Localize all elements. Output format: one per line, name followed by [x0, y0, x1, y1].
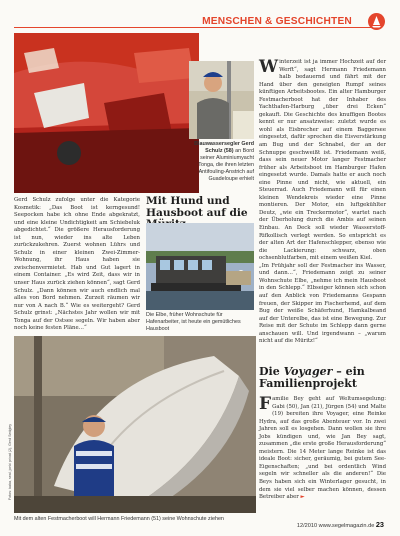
voyager-paragraph: Familie Bey geht auf Weltumsegelung: Gabi (50), Jan (21), Jürgen (54) und Malte (19) bereiten ihre Voyager, eine Reinke Hydra, auf das große Abenteuer vor. In zwei Jahren soll es losgehen. Dann wollen sie ihre Jobs kündigen und, wie Jan Bey sagt, zusammen „die erste große Herausforderung“ meistern. Die 14 Meter lange Reinke ist das ideale Boot: sicher, geräumig, bei gutem See-Eigenschaften; „und bei ordentlich Wind segeln wir schneller als die anderen!“ Die Beys haben sich ein Winterlager gesucht, in dem sie viel selber machen können, dessen Betreiber aber ► — [259, 394, 386, 501]
header-rule — [14, 27, 372, 28]
portrait-caption — [189, 141, 254, 184]
portrait-caption-text: an Bord seiner Aluminiumyacht Tonga, die ihren letzten Antifouling-Anstrich auf Guadeloupe erhielt — [198, 148, 254, 183]
right-paragraph-2: „Im Frühjahr soll der Festmacher ins Wasser, und dann…“, Friedemann zeigt zu seiner Wohnschute Elbe, „nehme ich mein Hausboot in den Schlepp.“ Elbseiger können sich schon auf den Anblick von Friedemanns Gespann freuen, der Skipper im Fischerhemd, auf dem Bug der weiße Schäferhund, Hamkalbeand auf der Unterelbe, das ist eine Bewegung. Zur Reise mit der Schute im Schlepp dann gerne anschauen will. Und irgendwann – „warum nicht auf die Müritz!“ — [259, 262, 386, 345]
dropcap-f: F — [259, 394, 272, 414]
right-column-text — [259, 59, 386, 346]
photo-credit: Fotos: baba, seal, jonki privat (2), Gerd Sedgley — [8, 423, 12, 500]
festmacher-photo — [14, 336, 256, 513]
page-footer — [297, 520, 384, 529]
right-paragraph-1: Winterzeit ist ja immer Hochzeit auf der Werft“, sagt Hermann Friedemann halb bedauernd und fährt mit der Hand über den geneigten Rumpf seines künftigen Arbeitsbootes. Ein alter Hamburger Festmacherboot hat der Inhaber des Yachthafen-Harburg „über drei Ecken“ gekauft. Die Geschichte des knuffigen Bootes kennt er nur ansatzweise: zuletzt wurde es wohl als Eisbrecher auf einem Baggersee eingesetzt, dafür sprechen die Eisverstärkung am Bug und der Schnabel, der an der Schnuppe geschweißt ist. Friedemann weiß, dass sein neuer Motor langer Festmacher früher als Arbeitsboot im Hamburger Hafen eingesetzt wurde. Damals hatte er auch noch eine Pinne und nicht, wie aktuell, ein Steuerrad. Auch Friedemann will für einen kleinen Wendekreis wieder eine Pinne montieren. Der Motor, ein luftgekühlter Deutz, „wie ein Treckermotor“, wartet nach der Überholung durch die Ambis auf seinen Einbau. An Deck soll wieder Wasserstoff-Rifkollisch verlegt werden. So entspricht es der alten Art der Hafenschlepper, ebenso wie die Lackierung: schwarz, oben ochsenblutfarben, mit einem weißen Kiel. — [259, 57, 386, 262]
dropcap-w: W — [259, 57, 279, 77]
headline-voyager-prefix: Die — [259, 365, 280, 378]
left-column-text — [14, 197, 140, 333]
footer-url: www.segelmagazin.de — [318, 523, 375, 529]
red-hull-photo — [14, 33, 199, 193]
headline-muritz: Mit Hund und Hausboot auf die — [146, 195, 248, 219]
houseboat-photo — [146, 223, 254, 310]
portrait-caption-name: Blauwassersegler Gerd Schulz (58) — [194, 141, 254, 155]
section-title: MENSCHEN & GESCHICHTEN — [202, 16, 352, 27]
headline-voyager-title: Voyager — [283, 365, 333, 378]
portrait-photo — [189, 61, 254, 139]
left-paragraph: Gerd Schulz zufolge unter die Kategorie Kosmetik: „Das Boot ist kerngesund! Seepocken habe ich ohne Ende abgekratzt, und eine kleine Undichtigkeit am Schiebeluk abgedichtet.“ Die größere Herausforderung ist nun, wieder ins alte Leben zurückzukehren. Zuerst wohnen Lührs und Schulz in einer kleinen Zwei-Zimmer-Wohnung, ihr Haus haben sie zwischenvermietet. Hab und Gut lagert in einem Container. „Es wird Zeit, dass wir in unser Haus zurück ziehen können“, sagt Gerd Schulz. „Dann können wir auch endlich mal alles von Bord nehmen. Zurzeit räumen wir nur von A nach B.“ Wie es weitergeht? Gerd Schulz grinst: „Nächstes Jahr wollen wir mit Tonga auf der Ostsee segeln. Wir haben aber noch keine festen Pläne…“ — [14, 197, 140, 332]
voyager-column-text — [259, 396, 386, 502]
headline-voyager — [259, 366, 386, 390]
footer-issue: 12/2010 — [296, 523, 318, 529]
houseboat-caption: Die Elbe, früher Wohnschute für Hafenarbeiter, ist heute ein gemütliches Hausboot — [146, 312, 241, 333]
page-number: 23 — [375, 520, 384, 529]
bottom-caption: Mit dem alten Festmacherboot will Hermann Friedemann (51) seine Wohnschute ziehen — [14, 516, 224, 522]
continue-arrow-icon: ► — [300, 494, 305, 501]
headline-voyager-suffix: – ein Familienprojekt — [259, 365, 365, 390]
